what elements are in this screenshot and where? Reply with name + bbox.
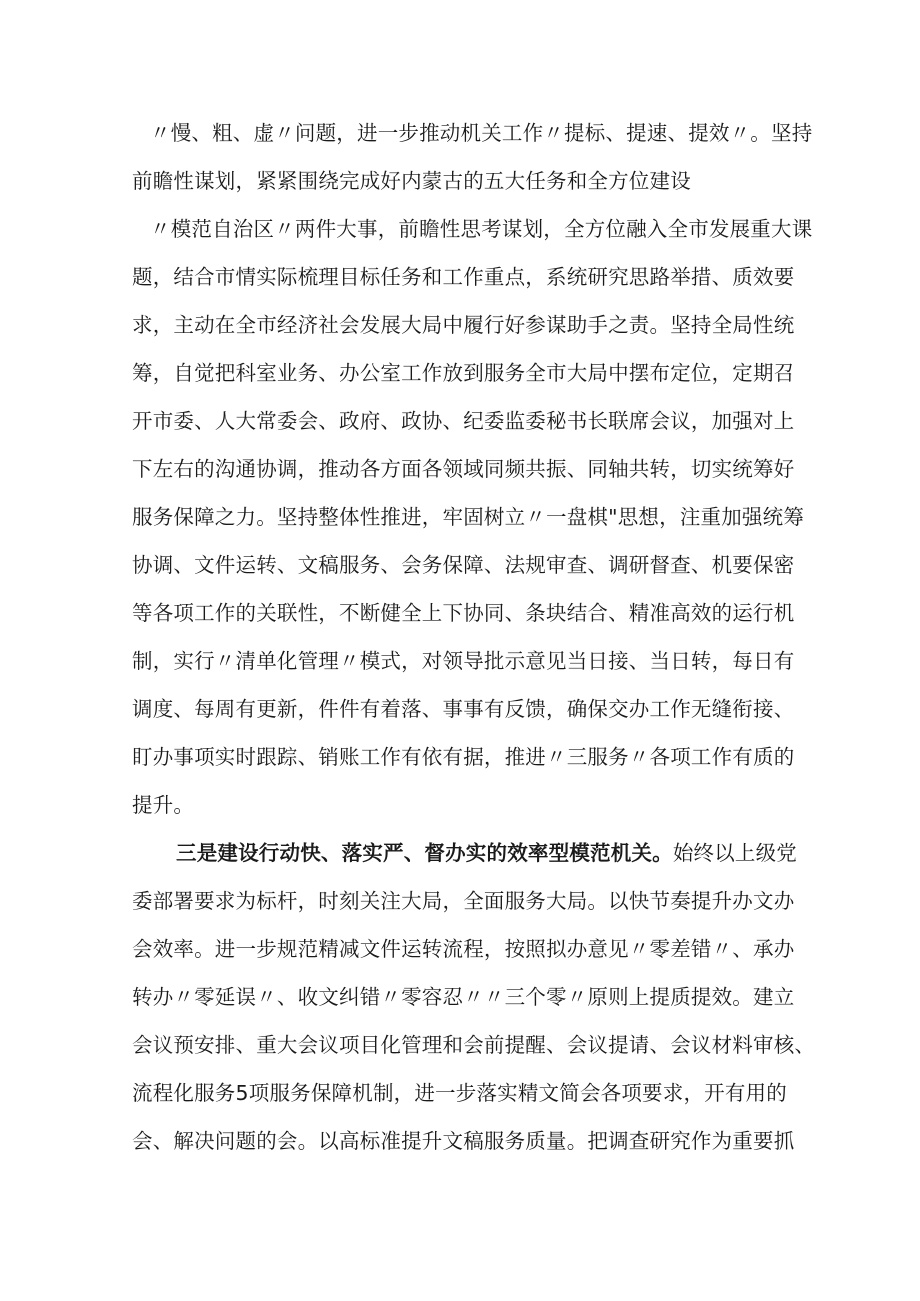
text-line: 制，实行〃清单化管理〃模式，对领导批示意见当日接、当日转，每日有 [132,649,795,673]
text-line: 盯办事项实时跟踪、销账工作有依有据，推进〃三服务〃各项工作有质的 [132,745,795,769]
section-heading: 三是建设行动快、落实严、督办实的效率型模范机关。 [176,841,673,865]
text-line: 提升。 [132,793,195,817]
text-line: 开市委、人大常委会、政府、政协、纪委监委秘书长联席会议，加强对上 [132,409,795,433]
text-line: 会议预安排、重大会议项目化管理和会前提醒、会议提请、会议材料审核、 [132,1033,816,1057]
text-line: 调度、每周有更新，件件有着落、事事有反馈，确保交办工作无缝衔接、 [132,697,795,721]
text-line: 流程化服务5项服务保障机制，进一步落实精文简会各项要求，开有用的 [132,1081,787,1105]
text-line: 筹，自觉把科室业务、办公室工作放到服务全市大局中摆布定位，定期召 [132,361,795,385]
text-line: 〃模范自治区〃两件大事，前瞻性思考谋划，全方位融入全市发展重大课 [150,217,813,241]
text-line: 题，结合市情实际梳理目标任务和工作重点，系统研究思路举措、质效要 [132,265,795,289]
text-line: 下左右的沟通协调，推动各方面各领域同频共振、同轴共转，切实统筹好 [132,457,795,481]
text-line: 会效率。进一步规范精减文件运转流程，按照拟办意见〃零差错〃、承办 [132,937,795,961]
section-heading-continuation: 始终以上级党 [672,841,798,865]
text-line: 等各项工作的关联性，不断健全上下协同、条块结合、精准高效的运行机 [132,601,795,625]
text-line: 会、解决问题的会。以高标准提升文稿服务质量。把调查研究作为重要抓 [132,1129,795,1153]
text-line: 协调、文件运转、文稿服务、会务保障、法规审查、调研督查、机要保密 [132,553,795,577]
text-line: 〃慢、粗、虚〃问题，进一步推动机关工作〃提标、提速、提效〃。坚持 [150,121,813,145]
text-line: 前瞻性谋划，紧紧围绕完成好内蒙古的五大任务和全方位建设 [132,169,691,193]
section-heading-line [176,839,797,867]
text-line: 服务保障之力。坚持整体性推进，牢固树立〃一盘棋"思想，注重加强统筹 [132,505,805,529]
text-line: 求，主动在全市经济社会发展大局中履行好参谋助手之责。坚持全局性统 [132,313,795,337]
text-line: 转办〃零延误〃、收文纠错〃零容忍〃〃三个零〃原则上提质提效。建立 [132,985,795,1009]
text-line: 委部署要求为标杆，时刻关注大局，全面服务大局。以快节奏提升办文办 [132,889,795,913]
